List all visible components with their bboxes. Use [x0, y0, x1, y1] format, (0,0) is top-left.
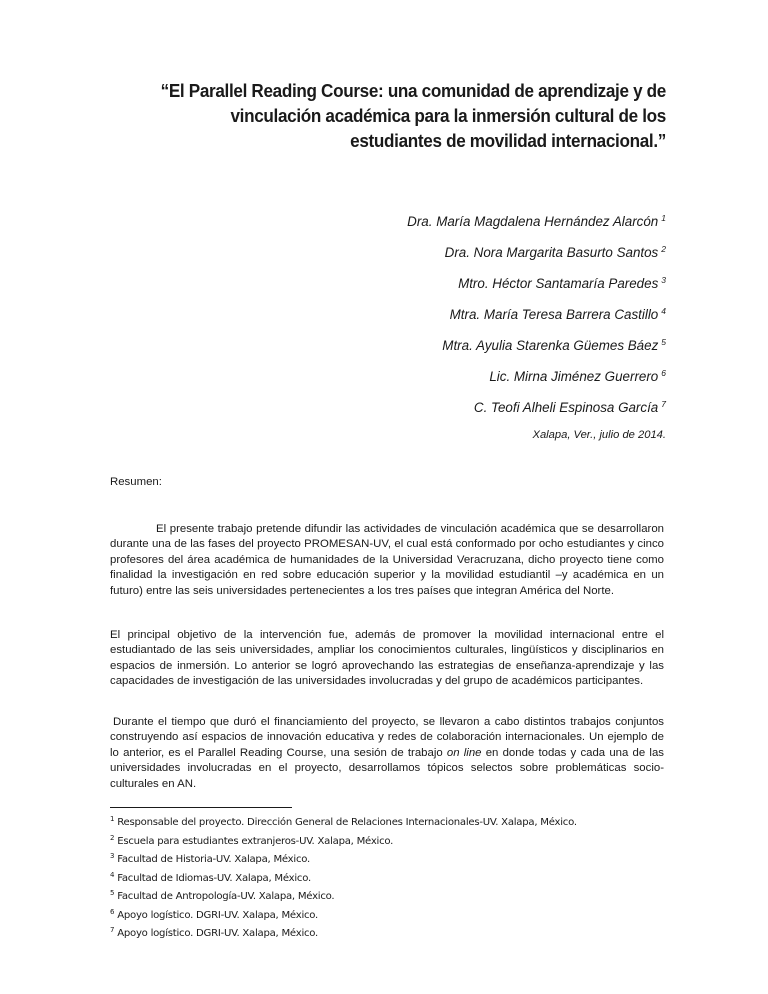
footnote: [110, 923, 670, 942]
author-name: Dra. María Magdalena Hernández Alarcón: [407, 214, 659, 229]
footnote-number: 3: [110, 852, 115, 860]
footnote-number: 1: [110, 815, 115, 823]
abstract-heading: Resumen:: [110, 476, 162, 488]
author: [407, 364, 666, 395]
title-line: “El Parallel Reading Course: una comunidad de aprendizaje y de: [160, 80, 666, 101]
author: [407, 302, 666, 333]
author-name: Dra. Nora Margarita Basurto Santos: [444, 245, 659, 260]
footnote-ref[interactable]: 2: [661, 244, 666, 254]
author-name: Mtra. María Teresa Barrera Castillo: [449, 307, 659, 322]
footnotes: [110, 812, 670, 942]
abstract-paragraph: El principal objetivo de la intervención fue, además de promover la movilidad internacional entre el estudiantado de las seis universidades, ampliar los conocimientos culturales, lingüísticos y disciplinarios en espacios de inmersión. Lo anterior se logró aprovechando las estrategias de enseñanza-aprendizaje y las capacidades de investigación de las universidades involucradas y del grupo de académicos participantes.: [110, 629, 664, 688]
footnote-text: Escuela para estudiantes extranjeros-UV. Xalapa, México.: [117, 835, 394, 847]
footnote-text: Responsable del proyecto. Dirección General de Relaciones Internacionales-UV. Xalapa, México.: [117, 817, 577, 828]
author: [407, 333, 666, 364]
footnote-number: 5: [110, 889, 115, 897]
place-date: Xalapa, Ver., julio de 2014.: [532, 429, 666, 441]
author: [407, 395, 666, 426]
abstract-paragraph: [110, 715, 664, 792]
footnote-ref[interactable]: 6: [661, 368, 666, 378]
footnote-text: Facultad de Idiomas-UV. Xalapa, México.: [117, 872, 311, 884]
footnote-ref[interactable]: 7: [661, 399, 666, 409]
footnote: [110, 849, 670, 868]
footnote: [110, 812, 670, 831]
author-name: C. Teofi Alheli Espinosa García: [473, 400, 659, 415]
author: [407, 271, 666, 302]
footnote-separator: [110, 807, 292, 808]
author-name: Lic. Mirna Jiménez Guerrero: [489, 369, 659, 384]
author: [407, 240, 666, 271]
author-name: Mtra. Ayulia Starenka Güemes Báez: [442, 338, 659, 353]
footnote-number: 4: [110, 870, 115, 879]
document-title: [158, 78, 666, 153]
footnote: [110, 831, 670, 850]
abstract-paragraph: El presente trabajo pretende difundir las actividades de vinculación académica que se desarrollaron durante una de las fases del proyecto PROMESAN-UV, el cual está conformado por ocho estudiantes y cinco profesores del área académica de humanidades de la Universidad Veracruzana, dicho proyecto tiene como finalidad la investigación en red sobre educación superior y la movilidad estudiantil –y académica en un futuro) entre las seis universidades pertenecientes a los tres países que integran América del Norte.: [110, 523, 664, 597]
footnote-ref[interactable]: 3: [661, 275, 666, 285]
author: [407, 209, 666, 240]
footnote: [110, 886, 670, 905]
footnote-number: 2: [110, 833, 115, 842]
footnote-ref[interactable]: 1: [661, 213, 666, 223]
author-name: Mtro. Héctor Santamaría Paredes: [458, 276, 659, 291]
footnote-text: Apoyo logístico. DGRI-UV. Xalapa, México.: [117, 928, 318, 939]
footnote-number: 7: [110, 926, 115, 934]
footnote: [110, 905, 670, 924]
footnote-text: Facultad de Historia-UV. Xalapa, México.: [117, 854, 310, 865]
paragraph-text: Durante el tiempo que duró el financiamiento del proyecto, se llevaron a cabo distintos trabajos conjuntos construyendo así espacios de innovación educativa y redes de colaboración internacionales. Un ejemplo de lo anterior, es el Parallel Reading Course, una sesión de trabajo: [110, 716, 664, 759]
author-list: [407, 209, 666, 444]
title-line: vinculación académica para la inmersión cultural de los: [230, 105, 666, 126]
italic-term: on line: [446, 746, 482, 759]
title-line: estudiantes de movilidad internacional.”: [350, 130, 666, 151]
footnote-ref[interactable]: 5: [661, 337, 666, 347]
footnote-ref[interactable]: 4: [661, 306, 666, 316]
footnote-text: Facultad de Antropología-UV. Xalapa, México.: [117, 891, 335, 902]
footnote-text: Apoyo logístico. DGRI-UV. Xalapa, México.: [117, 909, 318, 921]
footnote-number: 6: [110, 907, 115, 916]
footnote: [110, 868, 670, 887]
paragraph-text: en donde todas y cada una de las universidades involucradas en el proyecto, desarrollamos tópicos selectos sobre problemáticas socio-culturales en AN.: [110, 746, 664, 790]
